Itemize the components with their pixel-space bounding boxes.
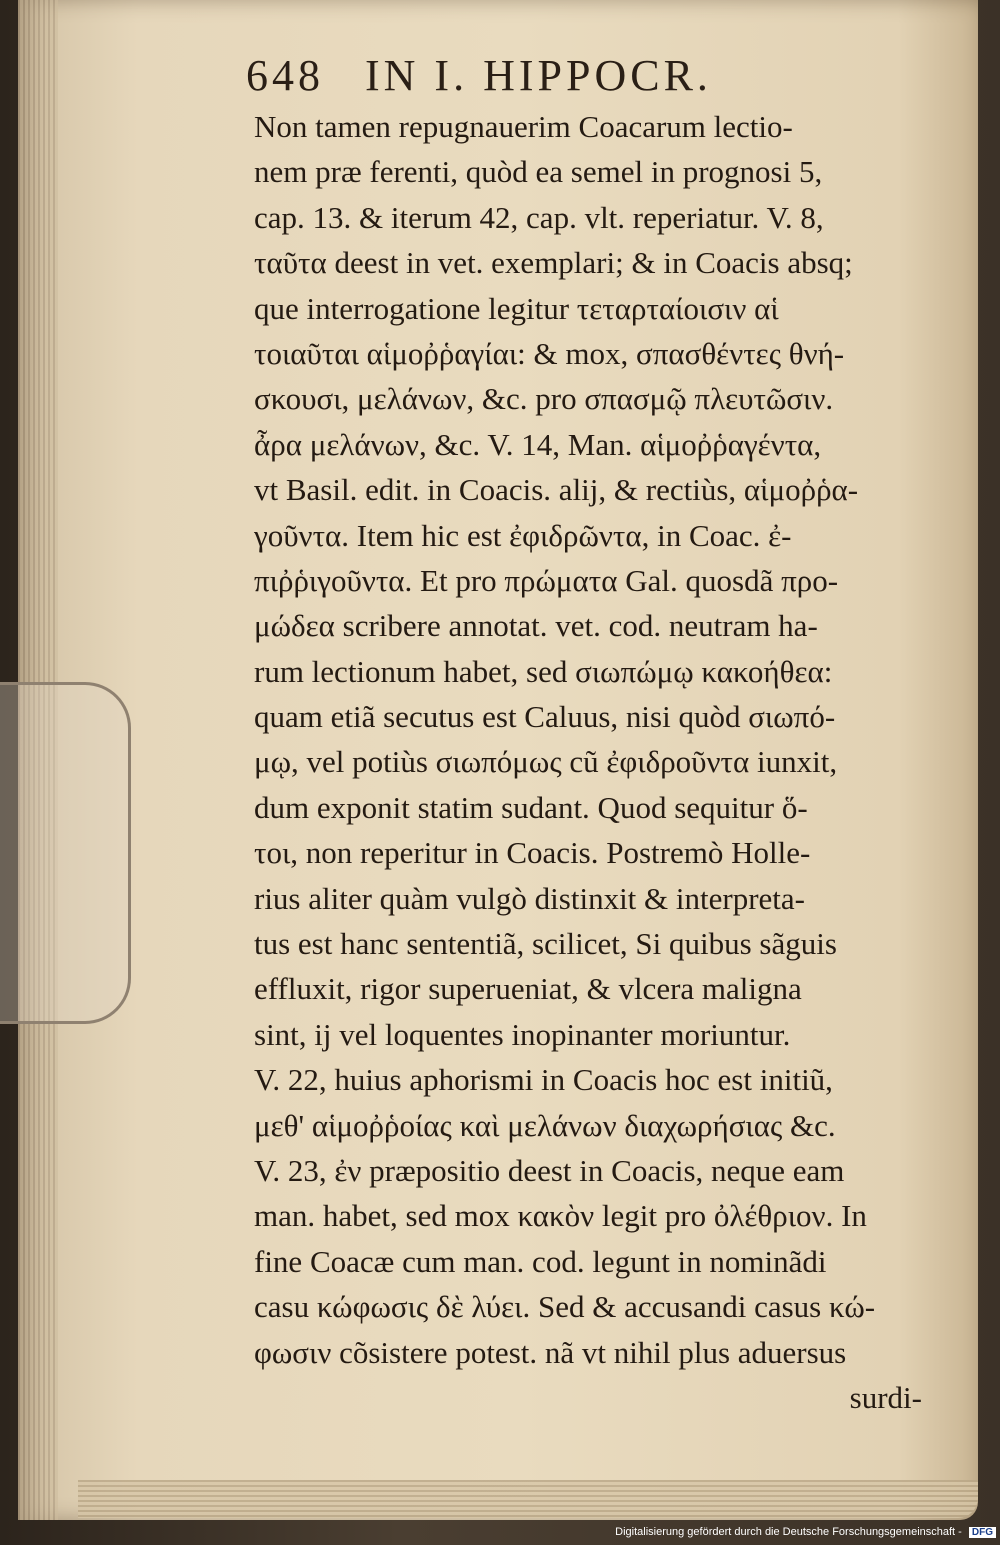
- page-bottom-edges: [78, 1480, 978, 1518]
- text-line: μώδεα scribere annotat. vet. cod. neutram ha-: [254, 608, 818, 644]
- catchword: surdi-: [849, 1379, 922, 1415]
- text-line: quam etiã secutus est Caluus, nisi quòd σιωπό-: [254, 699, 836, 735]
- text-line: cap. 13. & iterum 42, cap. vlt. reperiatur. V. 8,: [254, 199, 824, 235]
- text-line: ταῦτα deest in vet. exemplari; & in Coacis absq;: [254, 245, 853, 281]
- text-line: rius aliter quàm vulgò distinxit & interpreta-: [254, 880, 805, 916]
- text-line: φωσιν cõsistere potest. nã vt nihil plus aduersus: [254, 1334, 847, 1370]
- text-line: fine Coacæ cum man. cod. legunt in nominãdi: [254, 1243, 827, 1279]
- text-line: τοιαῦται αἱμοῤῥαγίαι: & mox, σπασθέντες θνή-: [254, 335, 845, 371]
- text-line: ἆρα μελάνων, &c. V. 14, Man. αἱμοῤῥαγέντα,: [254, 426, 822, 462]
- text-line: σκουσι, μελάνων, &c. pro σπασμῷ πλευτῶσιν.: [254, 381, 834, 417]
- text-line: V. 22, huius aphorismi in Coacis hoc est initiũ,: [254, 1062, 833, 1098]
- text-line: μεθ' αἱμοῤῥοίας καὶ μελάνων διαχωρήσιας &c.: [254, 1107, 836, 1143]
- page-number: 648: [246, 51, 324, 100]
- text-line: γοῦντα. Item hic est ἐφιδρῶντα, in Coac. ἐ-: [254, 517, 792, 553]
- text-line: man. habet, sed mox κακὸν legit pro ὀλέθριον. In: [254, 1198, 867, 1234]
- text-line: sint, ij vel loquentes inopinanter moriuntur.: [254, 1016, 791, 1052]
- text-line: dum exponit statim sudant. Quod sequitur ὅ-: [254, 789, 808, 825]
- running-head-title: IN I. HIPPOCR.: [365, 51, 712, 100]
- text-line: τοι, non reperitur in Coacis. Postremò Holle-: [254, 835, 811, 871]
- text-line: πιῤῥιγοῦντα. Et pro πρώματα Gal. quosdã προ-: [254, 562, 839, 598]
- digitization-footer: [560, 1526, 996, 1542]
- text-line: V. 23, ἐν præpositio deest in Coacis, neque eam: [254, 1152, 845, 1188]
- text-line: Non tamen repugnauerim Coacarum lectio-: [254, 109, 793, 144]
- running-header: [246, 50, 806, 106]
- text-line: tus est hanc sententiã, scilicet, Si quibus sãguis: [254, 926, 837, 962]
- text-line: rum lectionum habet, sed σιωπώμῳ κακοήθεα:: [254, 653, 833, 689]
- text-line: casu κώφωσις δὲ λύει. Sed & accusandi casus κώ-: [254, 1289, 876, 1325]
- text-line: vt Basil. edit. in Coacis. alij, & rectiùs, αἱμοῤῥα-: [254, 472, 859, 508]
- page-clamp: [0, 682, 131, 1024]
- body-text: [254, 104, 934, 1420]
- text-line: nem præ ferenti, quòd ea semel in prognosi 5,: [254, 154, 823, 190]
- dfg-logo: DFG: [969, 1527, 996, 1538]
- footer-credit: Digitalisierung gefördert durch die Deutsche Forschungsgemeinschaft -: [615, 1526, 962, 1538]
- text-line: effluxit, rigor superueniat, & vlcera maligna: [254, 971, 802, 1007]
- text-line: que interrogatione legitur τεταρταίοισιν αἱ: [254, 290, 779, 326]
- text-line: μῳ, vel potiùs σιωπόμως cũ ἐφιδροῦντα iunxit,: [254, 744, 838, 780]
